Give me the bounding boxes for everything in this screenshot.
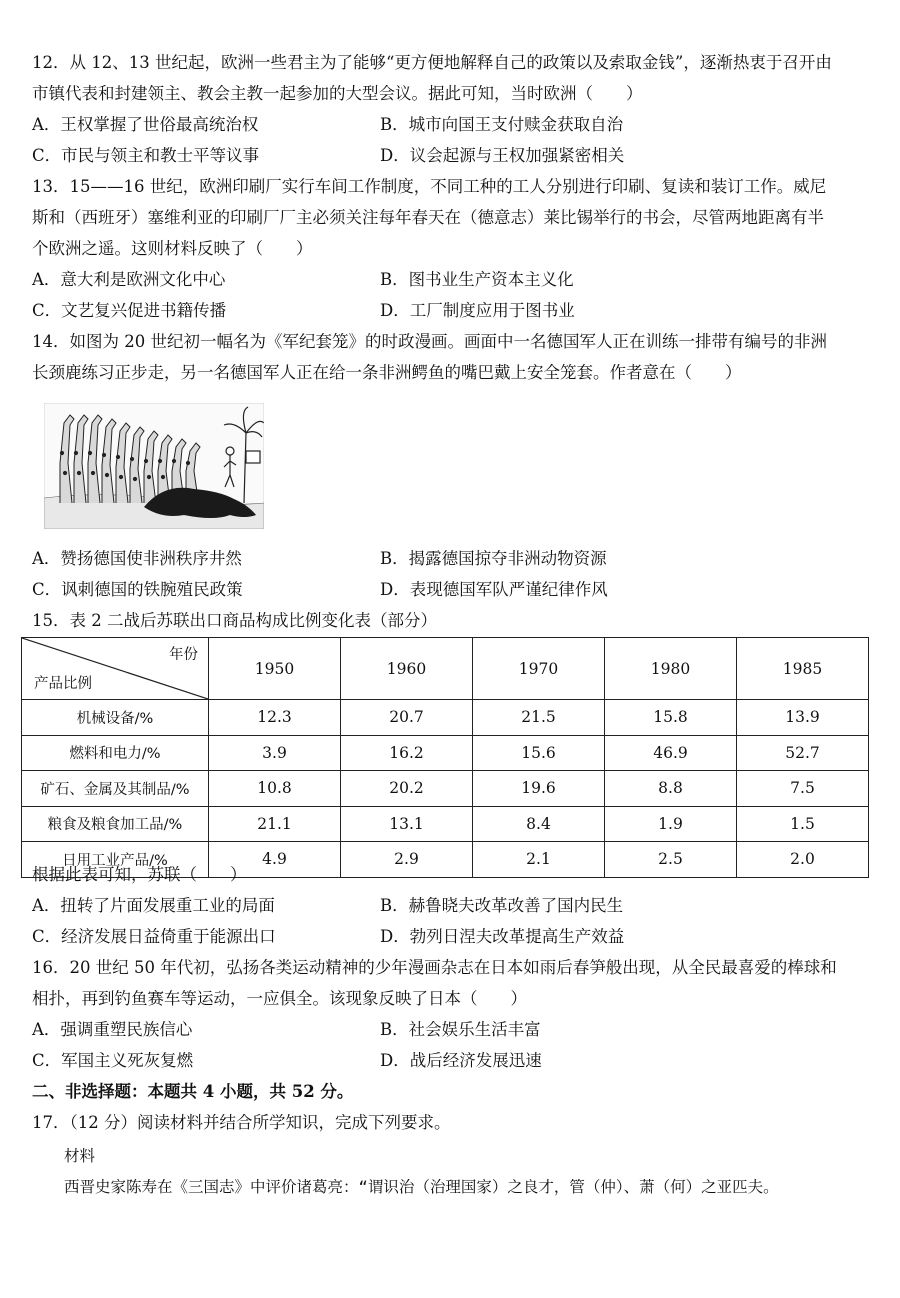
q13-stem-line3: 个欧洲之遥。这则材料反映了（ ） xyxy=(32,239,313,258)
table-cell: 16.2 xyxy=(341,735,473,771)
q14-option-c[interactable]: C．讽刺德国的铁腕殖民政策 xyxy=(32,580,243,599)
q13-stem-line1: 13．15——16 世纪，欧洲印刷厂实行车间工作制度，不同工种的工人分别进行印刷、复读和装订工作。威尼 xyxy=(32,177,827,196)
q14-option-a[interactable]: A．赞扬德国使非洲秩序井然 xyxy=(32,549,242,568)
table-row xyxy=(22,700,869,736)
q17-material-label: 材料 xyxy=(64,1147,96,1165)
row-label: 粮食及粮食加工品/% xyxy=(22,806,209,842)
table-cell: 10.8 xyxy=(209,771,341,807)
table-cell: 20.7 xyxy=(341,700,473,736)
q16-stem-line1: 16．20 世纪 50 年代初，弘扬各类运动精神的少年漫画杂志在日本如雨后春笋般出现，从全民最喜爱的棒球和 xyxy=(32,958,837,977)
q15-option-c[interactable]: C．经济发展日益倚重于能源出口 xyxy=(32,927,276,946)
table-cell: 8.4 xyxy=(473,806,605,842)
table-cell: 2.5 xyxy=(605,842,737,878)
table-cell: 2.9 xyxy=(341,842,473,878)
table-row xyxy=(22,806,869,842)
table-diagonal-header-cell xyxy=(22,638,209,700)
table-cell: 4.9 xyxy=(209,842,341,878)
q14-stem-line2: 长颈鹿练习正步走，另一名德国军人正在给一条非洲鳄鱼的嘴巴戴上安全笼套。作者意在（ ） xyxy=(32,363,742,382)
table-cell: 21.5 xyxy=(473,700,605,736)
table-cell: 1.9 xyxy=(605,806,737,842)
header-year-1985: 1985 xyxy=(737,638,869,700)
table-cell: 46.9 xyxy=(605,735,737,771)
table-header-row xyxy=(22,638,869,700)
q12-stem-line2: 市镇代表和封建领主、教会主教一起参加的大型会议。据此可知，当时欧洲（ ） xyxy=(32,84,643,103)
table-cell: 19.6 xyxy=(473,771,605,807)
table-cell: 15.6 xyxy=(473,735,605,771)
table-cell: 7.5 xyxy=(737,771,869,807)
q12-stem-line1: 12．从 12、13 世纪起，欧洲一些君主为了能够“更方便地解释自己的政策以及索取金钱”，逐渐热衷于召开由 xyxy=(32,53,832,72)
q13-option-b[interactable]: B．图书业生产资本主义化 xyxy=(380,270,574,289)
header-year-1950: 1950 xyxy=(209,638,341,700)
export-ratio-table xyxy=(21,637,869,878)
q15-option-d[interactable]: D．勃列日涅夫改革提高生产效益 xyxy=(380,927,625,946)
q17-stem: 17．（12 分）阅读材料并结合所学知识，完成下列要求。 xyxy=(32,1113,451,1132)
table-row xyxy=(22,735,869,771)
table-cell: 12.3 xyxy=(209,700,341,736)
table-cell: 52.7 xyxy=(737,735,869,771)
q13-option-d[interactable]: D．工厂制度应用于图书业 xyxy=(380,301,575,320)
q14-stem-line1: 14．如图为 20 世纪初一幅名为《军纪套笼》的时政漫画。画面中一名德国军人正在训练一排带有编号的非洲 xyxy=(32,332,827,351)
q15-stem: 根据此表可知，苏联（ ） xyxy=(32,865,247,884)
q12-option-c[interactable]: C．市民与领主和教士平等议事 xyxy=(32,146,260,165)
table-cell: 2.0 xyxy=(737,842,869,878)
q12-option-b[interactable]: B．城市向国王支付赎金获取自治 xyxy=(380,115,624,134)
row-label: 矿石、金属及其制品/% xyxy=(22,771,209,807)
q16-option-c[interactable]: C．军国主义死灰复燃 xyxy=(32,1051,194,1070)
table-row xyxy=(22,771,869,807)
table-cell: 13.9 xyxy=(737,700,869,736)
q15-title: 15．表 2 二战后苏联出口商品构成比例变化表（部分） xyxy=(32,611,437,630)
table-cell: 3.9 xyxy=(209,735,341,771)
row-label: 日用工业产品/% xyxy=(22,842,209,878)
q16-option-d[interactable]: D．战后经济发展迅速 xyxy=(380,1051,542,1070)
section-heading: 二、非选择题：本题共 4 小题，共 52 分。 xyxy=(32,1082,354,1101)
q15-option-a[interactable]: A．扭转了片面发展重工业的局面 xyxy=(32,896,275,915)
q16-stem-line2: 相扑，再到钓鱼赛车等运动，一应俱全。该现象反映了日本（ ） xyxy=(32,989,527,1008)
q14-option-b[interactable]: B．揭露德国掠夺非洲动物资源 xyxy=(380,549,607,568)
q16-option-a[interactable]: A．强调重塑民族信心 xyxy=(32,1020,193,1039)
q13-option-a[interactable]: A．意大利是欧洲文化中心 xyxy=(32,270,226,289)
q12-option-a[interactable]: A．王权掌握了世俗最高统治权 xyxy=(32,115,259,134)
table-cell: 2.1 xyxy=(473,842,605,878)
header-year-label: 年份 xyxy=(169,647,198,663)
cartoon-image xyxy=(44,403,264,529)
table-cell: 8.8 xyxy=(605,771,737,807)
q13-option-c[interactable]: C．文艺复兴促进书籍传播 xyxy=(32,301,227,320)
header-product-label: 产品比例 xyxy=(34,676,92,692)
q13-stem-line2: 斯和（西班牙）塞维利亚的印刷厂厂主必须关注每年春天在（德意志）莱比锡举行的书会，尽管两地距离有半 xyxy=(32,208,824,227)
table-cell: 20.2 xyxy=(341,771,473,807)
row-label: 燃料和电力/% xyxy=(22,735,209,771)
table-cell: 13.1 xyxy=(341,806,473,842)
header-year-1970: 1970 xyxy=(473,638,605,700)
q16-option-b[interactable]: B．社会娱乐生活丰富 xyxy=(380,1020,541,1039)
header-year-1980: 1980 xyxy=(605,638,737,700)
table-cell: 15.8 xyxy=(605,700,737,736)
table-cell: 21.1 xyxy=(209,806,341,842)
q17-material-text: 西晋史家陈寿在《三国志》中评价诸葛亮：“谓识治（治理国家）之良才，管（仲）、萧（何）之亚匹夫。 xyxy=(64,1178,779,1196)
q14-option-d[interactable]: D．表现德国军队严谨纪律作风 xyxy=(380,580,608,599)
table-cell: 1.5 xyxy=(737,806,869,842)
q15-option-b[interactable]: B．赫鲁晓夫改革改善了国内民生 xyxy=(380,896,624,915)
header-year-1960: 1960 xyxy=(341,638,473,700)
row-label: 机械设备/% xyxy=(22,700,209,736)
q12-option-d[interactable]: D．议会起源与王权加强紧密相关 xyxy=(380,146,625,165)
